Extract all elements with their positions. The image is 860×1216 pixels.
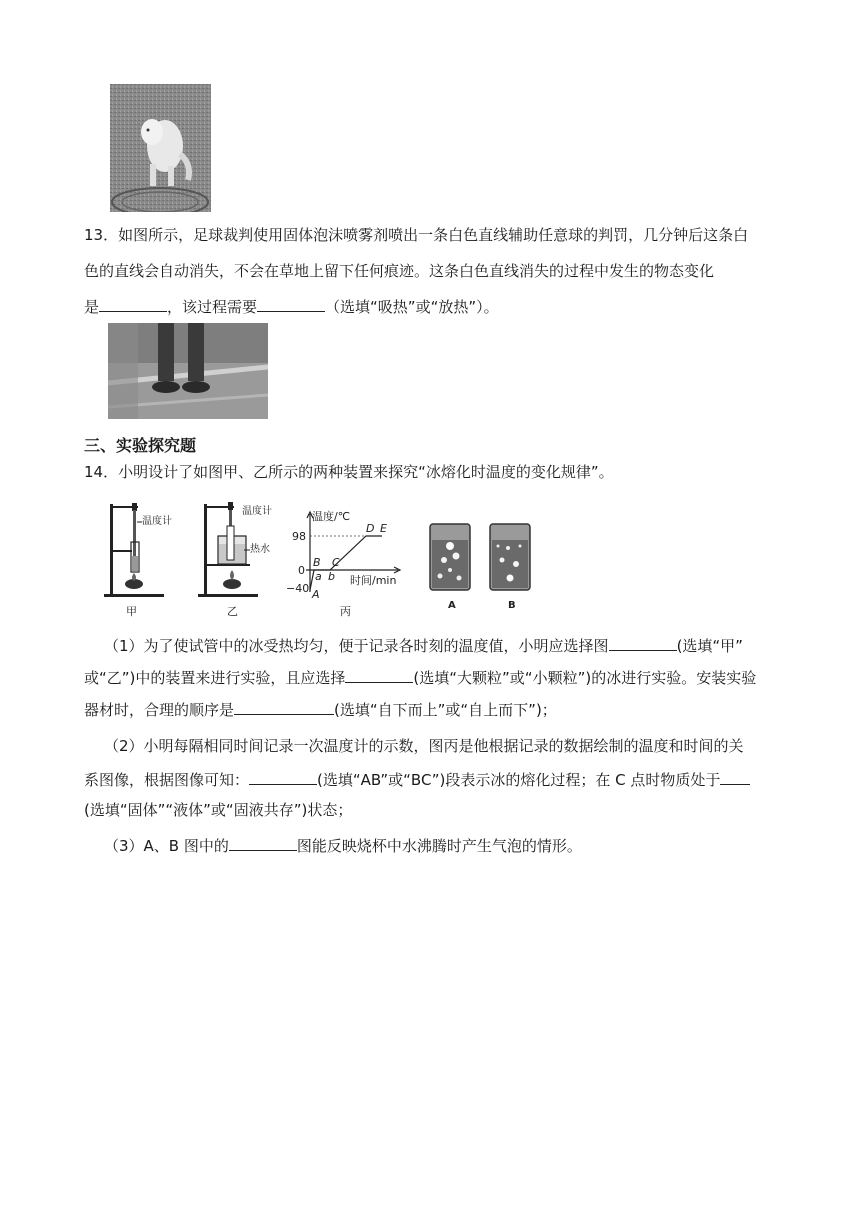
point-A: A	[312, 588, 320, 600]
caption-yi: 乙	[227, 605, 238, 618]
caption-jia: 甲	[126, 605, 137, 618]
thermometer-label-yi: 温度计	[242, 506, 272, 517]
q13-line2: 色的直线会自动消失，不会在草地上留下任何痕迹。这条白色直线消失的过程中发生的物态变化	[84, 262, 715, 280]
beakers-figure	[426, 520, 536, 614]
q14-blank-4[interactable]	[249, 768, 317, 785]
apparatus-yi	[198, 498, 290, 616]
graph-xlabel: 时间/min	[350, 574, 397, 587]
q13-line1: 13．如图所示，足球裁判使用固体泡沫喷雾剂喷出一条白色直线辅助任意球的判罚，几分钟后这条白	[84, 226, 749, 244]
q14-blank-1[interactable]	[609, 634, 677, 651]
q14-blank-6[interactable]	[229, 834, 297, 851]
q13-text-b: ，该过程需要	[167, 298, 258, 316]
q14-blank-2[interactable]	[345, 666, 413, 683]
q14-p3-text-b: 图能反映烧杯中水沸腾时产生气泡的情形。	[296, 837, 582, 855]
q14-p1-text-b: (选填“甲”	[676, 637, 743, 655]
temperature-graph	[286, 508, 406, 600]
tick-0: 0	[298, 564, 305, 577]
beaker-label-a: A	[448, 600, 456, 611]
q14-blank-3[interactable]	[234, 698, 334, 715]
point-a: a	[315, 570, 322, 583]
q14-p1-text-a: （1）为了使试管中的冰受热均匀，便于记录各时刻的温度值，小明应选择图	[104, 637, 609, 655]
apparatus-jia	[104, 498, 194, 616]
point-D: D	[366, 522, 375, 535]
graph-ylabel: 温度/℃	[312, 510, 351, 523]
q14-p1-line3	[84, 698, 557, 720]
section-title: 三、实验探究题	[84, 436, 197, 455]
q13-line3	[84, 295, 499, 317]
hot-water-label: 热水	[250, 544, 270, 555]
q14-p1-text-e: 器材时，合理的顺序是	[84, 701, 235, 719]
q14-p2-text-a: 系图像，根据图像可知：	[84, 771, 250, 789]
beaker-b	[490, 524, 530, 590]
beaker-a	[430, 524, 470, 590]
point-B: B	[313, 556, 321, 569]
q13-text-a: 是	[84, 298, 100, 316]
q14-p2-line1: （2）小明每隔相同时间记录一次温度计的示数，图丙是他根据记录的数据绘制的温度和时间的关	[104, 737, 744, 755]
q14-p1-line2	[84, 666, 756, 688]
point-E: E	[380, 522, 387, 535]
tick-minus-40: −40	[286, 582, 310, 595]
q13-blank-1[interactable]	[99, 295, 167, 312]
q14-p2-line2	[84, 768, 750, 790]
caption-bing: 丙	[340, 605, 351, 618]
dog-photo	[110, 84, 211, 212]
referee-photo	[108, 323, 268, 419]
q14-p3-text-a: （3）A、B 图中的	[104, 837, 229, 855]
q14-blank-5[interactable]	[720, 768, 750, 785]
q14-p2-text-b: (选填“AB”或“BC”)段表示冰的熔化过程；在 C 点时物质处于	[317, 771, 721, 789]
q14-p1-text-c: 或“乙”)中的装置来进行实验，且应选择	[84, 669, 346, 687]
q14-p1-text-f: (选填“自下而上”或“自上而下”)；	[334, 701, 557, 719]
q14-p1-line1	[104, 634, 743, 656]
tick-98: 98	[292, 530, 306, 543]
beaker-label-b: B	[508, 600, 516, 611]
q13-text-c: （选填“吸热”或“放热”）。	[325, 298, 499, 316]
point-C: C	[332, 556, 340, 569]
thermometer-label-jia: 温度计	[142, 516, 172, 527]
q13-blank-2[interactable]	[257, 295, 325, 312]
q14-p3-line	[104, 834, 582, 856]
point-b: b	[328, 570, 335, 583]
q14-stem: 14．小明设计了如图甲、乙所示的两种装置来探究“冰熔化时温度的变化规律”。	[84, 463, 614, 481]
q14-p1-text-d: (选填“大颗粒”或“小颗粒”)的冰进行实验。安装实验	[413, 669, 757, 687]
q14-p2-line3: (选填“固体”“液体”或“固液共存”)状态；	[84, 801, 353, 819]
